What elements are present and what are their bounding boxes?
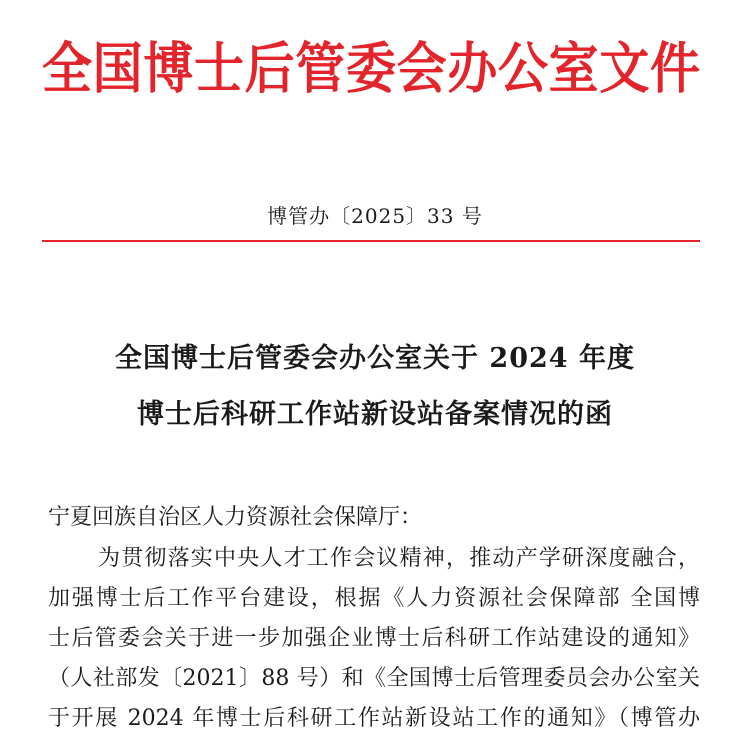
body-line: 于开展 2024 年博士后科研工作站新设站工作的通知》（博管办 (48, 706, 700, 731)
salutation: 宁夏回族自治区人力资源社会保障厅： (48, 505, 423, 530)
document-title-line-2: 博士后科研工作站新设站备案情况的函 (137, 399, 613, 430)
document-masthead: 全国博士后管委会办公室文件 (42, 37, 700, 101)
body-line: （人社部发〔2021〕88 号）和《全国博士后管理委员会办公室关 (48, 666, 700, 691)
document-title-line-1: 全国博士后管委会办公室关于 2024 年度 (115, 343, 635, 374)
body-line: 为贯彻落实中央人才工作会议精神，推动产学研深度融合， (98, 546, 700, 571)
red-divider (42, 240, 700, 242)
body-line: 士后管委会关于进一步加强企业博士后科研工作站建设的通知》 (48, 626, 700, 651)
document-number: 博管办〔2025〕33 号 (267, 204, 483, 228)
body-line: 加强博士后工作平台建设，根据《人力资源社会保障部 全国博 (48, 586, 700, 611)
